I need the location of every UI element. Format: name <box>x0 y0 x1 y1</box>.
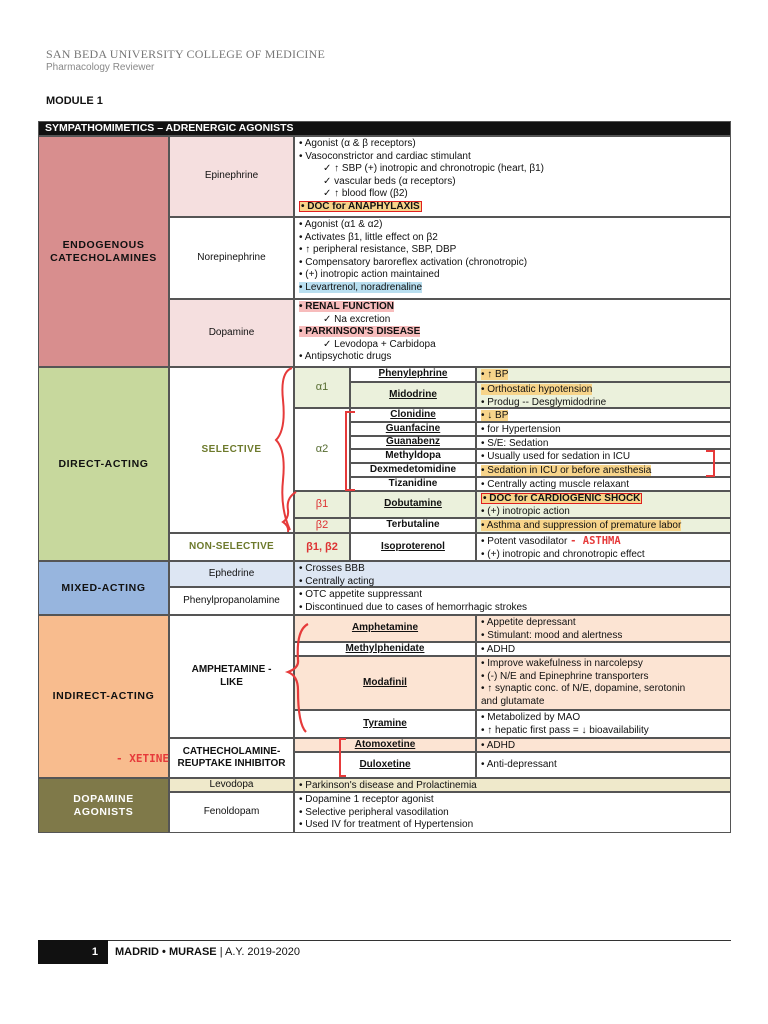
desc-text: • Used IV for treatment of Hypertension <box>299 819 474 830</box>
desc-text: • ↑ hepatic first pass = ↓ bioavailability <box>481 724 649 736</box>
drug-name: Methyldopa <box>350 449 476 463</box>
desc-text: • Centrally acting <box>299 575 375 587</box>
category-indirect: INDIRECT-ACTING <box>38 615 169 778</box>
desc-text: • (-) N/E and Epinephrine transporters <box>481 670 649 682</box>
footer-year: | A.Y. 2019-2020 <box>216 946 301 958</box>
duloxetine-desc: • Anti-depressant <box>476 752 731 778</box>
ne-line: • Agonist (α1 & α2) <box>299 219 383 230</box>
doc-cardiogenic-shock: • DOC for CARDIOGENIC SHOCK <box>483 493 641 504</box>
drug-desc: • S/E: Sedation <box>476 436 731 449</box>
ne-line: • Activates β1, little effect on β2 <box>299 231 438 243</box>
drug-desc: • for Hypertension <box>476 422 731 436</box>
drug-methylphenidate: Methylphenidate <box>294 642 476 656</box>
drug-name: Guanfacine <box>350 422 476 436</box>
epi-line: ✓ ↑ SBP (+) inotropic and chronotropic (heart, β1) <box>323 163 544 174</box>
desc-text: • Crosses BBB <box>299 563 365 574</box>
drug-fenoldopam: Fenoldopam <box>169 792 294 833</box>
drug-modafinil: Modafinil <box>294 656 476 710</box>
drug-levodopa: Levodopa <box>169 778 294 792</box>
desc-text: • Asthma and suppression of premature labor <box>481 520 682 531</box>
subject-name: Pharmacology Reviewer <box>46 62 155 73</box>
desc-text: • (+) inotropic and chronotropic effect <box>481 548 645 560</box>
desc-text: • Discontinued due to cases of hemorrhagic strokes <box>299 601 528 613</box>
page-number: 1 <box>38 940 108 964</box>
ne-synonyms: • Levartrenol, noradrenaline <box>299 281 423 293</box>
drug-duloxetine: Duloxetine <box>294 752 476 778</box>
desc-text: • ↓ BP <box>481 410 509 421</box>
school-name: SAN BEDA UNIVERSITY COLLEGE OF MEDICINE <box>46 47 326 61</box>
levodopa-desc: • Parkinson's disease and Prolactinemia <box>294 778 731 792</box>
desc-text: • ↑ synaptic conc. of N/E, dopamine, serotonin <box>481 683 686 694</box>
drug-epinephrine: Epinephrine <box>169 136 294 217</box>
desc-text: • Produg -- Desglymidodrine <box>481 396 607 408</box>
da-line: • Antipsychotic drugs <box>299 351 392 362</box>
category-endogenous: ENDOGENOUS CATECHOLAMINES <box>38 136 169 367</box>
drug-name: Tizanidine <box>350 477 476 491</box>
desc-text: • Sedation in ICU or before anesthesia <box>481 465 652 476</box>
desc-text: • Appetite depressant <box>481 617 576 628</box>
receptor-a1: α1 <box>294 367 350 408</box>
desc-text: and glutamate <box>481 695 545 707</box>
handwritten-xetine-note: - XETINE <box>116 752 169 765</box>
drug-phenylpropanolamine: Phenylpropanolamine <box>169 587 294 615</box>
epi-line: • Agonist (α & β receptors) <box>299 138 416 149</box>
amphetamine-like-label: AMPHETAMINE - LIKE <box>169 615 294 738</box>
epi-line: ✓ vascular beds (α receptors) <box>323 175 456 187</box>
ne-line: • Compensatory baroreflex activation (chronotropic) <box>299 256 528 268</box>
drug-amphetamine: Amphetamine <box>294 615 476 642</box>
receptor-b2: β2 <box>294 518 350 533</box>
receptor-a2: α2 <box>294 408 350 491</box>
desc-text: • Stimulant: mood and alertness <box>481 629 623 641</box>
da-line: ✓ Na excretion <box>323 313 391 325</box>
drug-name: Guanabenz <box>350 436 476 449</box>
desc-text: • Dopamine 1 receptor agonist <box>299 794 434 805</box>
category-dopamine-agonists: DOPAMINE AGONISTS <box>38 778 169 833</box>
drug-name: Dobutamine <box>350 491 476 518</box>
category-direct: DIRECT-ACTING <box>38 367 169 561</box>
desc-text: • ↑ BP <box>481 369 509 380</box>
drug-norepinephrine: Norepinephrine <box>169 217 294 299</box>
desc-text: • Selective peripheral vasodilation <box>299 806 449 818</box>
doc-anaphylaxis: • DOC for ANAPHYLAXIS <box>301 200 420 212</box>
desc-text: • Improve wakefulness in narcolepsy <box>481 658 643 669</box>
footer-line <box>38 940 731 941</box>
bracket-right <box>706 451 714 476</box>
drug-name: Terbutaline <box>350 518 476 533</box>
reuptake-inhibitor-label: CATHECHOLAMINE-REUPTAKE INHIBITOR <box>169 738 294 778</box>
drug-desc: • Centrally acting muscle relaxant <box>476 477 731 491</box>
desc-text: • Metabolized by MAO <box>481 712 581 723</box>
table-title: SYMPATHOMIMETICS – ADRENERGIC AGONISTS <box>38 121 731 136</box>
module-title: MODULE 1 <box>46 95 103 107</box>
methylphenidate-desc: • ADHD <box>476 642 731 656</box>
desc-text: • Orthostatic hypotension <box>481 384 593 395</box>
epi-line: ✓ ↑ blood flow (β2) <box>323 188 408 199</box>
footer-text <box>115 946 300 958</box>
footer-authors: MADRID • MURASE <box>115 946 217 958</box>
drug-desc: • Usually used for sedation in ICU <box>476 449 731 463</box>
drug-name: Dexmedetomidine <box>350 463 476 477</box>
da-line: ✓ Levodopa + Carbidopa <box>323 338 436 350</box>
ne-line: • (+) inotropic action maintained <box>299 269 440 280</box>
receptor-b1b2: β1, β2 <box>294 533 350 561</box>
desc-text: • OTC appetite suppressant <box>299 589 423 600</box>
desc-text: • Potent vasodilator <box>481 536 568 547</box>
bracket-reuptake <box>340 739 346 776</box>
category-mixed: MIXED-ACTING <box>38 561 169 615</box>
bracket-indirect <box>288 624 308 732</box>
drug-name: Midodrine <box>350 382 476 408</box>
desc-text: • (+) inotropic action <box>481 505 570 517</box>
epi-line: • Vasoconstrictor and cardiac stimulant <box>299 150 471 162</box>
handwritten-asthma-note: - ASTHMA <box>570 535 621 547</box>
receptor-b1: β1 <box>294 491 350 518</box>
atomoxetine-desc: • ADHD <box>476 738 731 752</box>
drug-ephedrine: Ephedrine <box>169 561 294 587</box>
drug-dopamine: Dopamine <box>169 299 294 367</box>
drug-tyramine: Tyramine <box>294 710 476 738</box>
selective-label: SELECTIVE <box>169 367 294 533</box>
drug-atomoxetine: Atomoxetine <box>294 738 476 752</box>
drug-name: Isoproterenol <box>350 533 476 561</box>
nonselective-label: NON-SELECTIVE <box>169 533 294 561</box>
bracket-a2-inner <box>346 412 355 490</box>
drug-name: Phenylephrine <box>350 367 476 382</box>
bracket-a1 <box>276 368 292 530</box>
parkinsons: • PARKINSON'S DISEASE <box>299 326 421 337</box>
renal-function: • RENAL FUNCTION <box>299 301 394 312</box>
ne-line: • ↑ peripheral resistance, SBP, DBP <box>299 244 457 255</box>
drug-name: Clonidine <box>350 408 476 422</box>
